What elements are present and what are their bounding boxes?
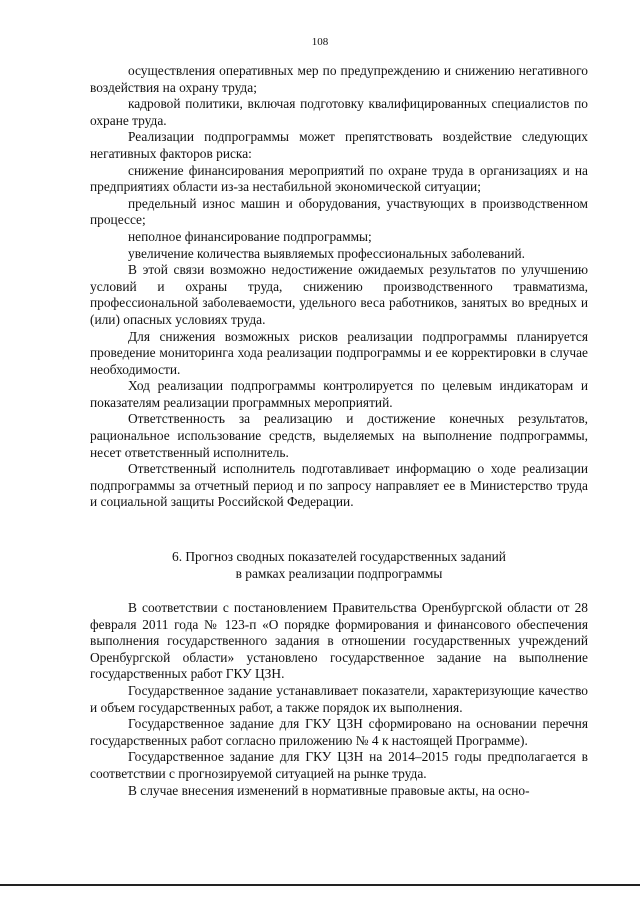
section-heading: [90, 549, 588, 582]
paragraph: В этой связи возможно недостижение ожидаемых результатов по улучшению условий и охраны труда, снижению производственного травматизма, профессиональной заболеваемости, удельного веса работников, занятых во вредных и (или) опасных условиях труда.: [90, 262, 588, 327]
page-number: 108: [311, 36, 329, 48]
body-text-top: [90, 63, 588, 511]
paragraph: осуществления оперативных мер по предупреждению и снижению негативного воздействия на охрану труда;: [90, 63, 588, 95]
paragraph: кадровой политики, включая подготовку квалифицированных специалистов по охране труда.: [90, 96, 588, 128]
paragraph: Ответственный исполнитель подготавливает информацию о ходе реализации подпрограммы за отчетный период и по запросу направляет ее в Министерство труда и социальной защиты Российской Федерации.: [90, 461, 588, 510]
paragraph: Ход реализации подпрограммы контролируется по целевым индикаторам и показателям реализации программных мероприятий.: [90, 378, 588, 410]
paragraph: Государственное задание для ГКУ ЦЗН на 2014–2015 годы предполагается в соответствии с прогнозируемой ситуацией на рынке труда.: [90, 749, 588, 781]
paragraph: неполное финансирование подпрограммы;: [128, 228, 372, 244]
body-text-bottom: [90, 600, 588, 799]
paragraph: снижение финансирования мероприятий по охране труда в организациях и на предприятиях области из-за нестабильной экономической ситуации;: [90, 162, 588, 195]
paragraph: увеличение количества выявляемых профессиональных заболеваний.: [128, 245, 525, 261]
paragraph: Ответственность за реализацию и достижение конечных результатов, рациональное использование средств, выделяемых на выполнение подпрограммы, несет ответственный исполнитель.: [90, 411, 588, 460]
paragraph: Для снижения возможных рисков реализации подпрограммы планируется проведение мониторинга хода реализации подпрограммы и ее корректировки в случае необходимости.: [90, 328, 588, 377]
paragraph: Государственное задание для ГКУ ЦЗН сформировано на основании перечня государственных работ согласно приложению № 4 к настоящей Программе).: [90, 716, 588, 748]
paragraph: В случае внесения изменений в нормативные правовые акты, на осно-: [128, 782, 530, 798]
section-heading-line: 6. Прогноз сводных показателей государственных заданий: [172, 549, 506, 564]
scan-edge-line: [0, 884, 640, 886]
paragraph: Реализации подпрограммы может препятствовать воздействие следующих негативных факторов риска:: [90, 129, 588, 161]
paragraph: предельный износ машин и оборудования, участвующих в производственном процессе;: [90, 195, 588, 228]
section-heading-line: в рамках реализации подпрограммы: [235, 565, 443, 581]
paragraph: В соответствии с постановлением Правительства Оренбургской области от 28 февраля 2011 года № 123-п «О порядке формирования и финансового обеспечения выполнения государственного задания в отношении государственных учреждений Оренбургской области» установлено государственное задание на выполнение государственных работ ГКУ ЦЗН.: [90, 600, 588, 682]
paragraph: Государственное задание устанавливает показатели, характеризующие качество и объем государственных работ, а также порядок их выполнения.: [90, 682, 588, 715]
